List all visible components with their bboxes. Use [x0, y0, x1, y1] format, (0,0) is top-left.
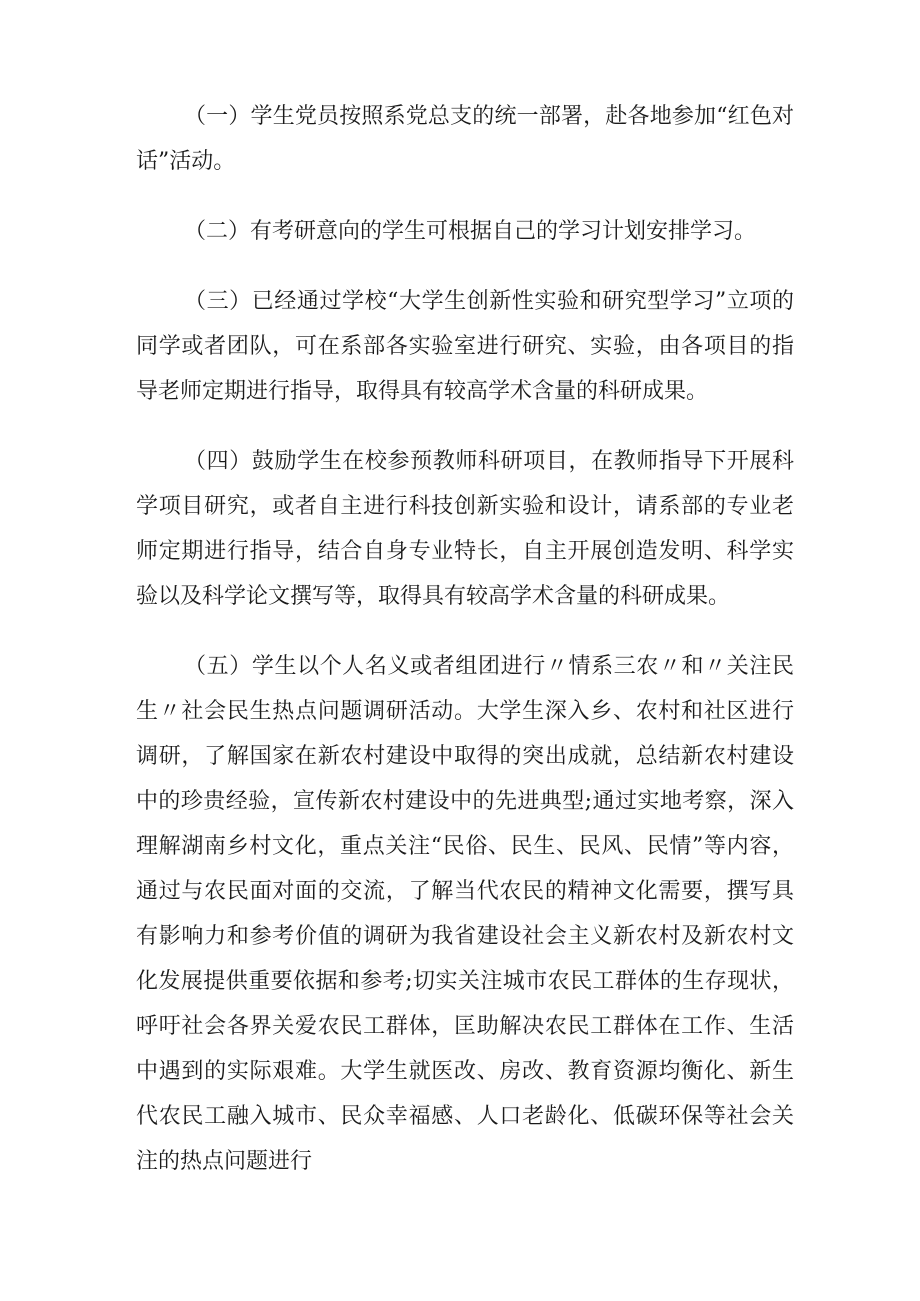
- document-body: [136, 94, 794, 1184]
- paragraph-2: （二）有考研意向的学生可根据自己的学习计划安排学习。: [184, 219, 757, 244]
- paragraph-4: （四）鼓励学生在校参预教师科研项目，在教师指导下开展科学项目研究，或者自主进行科技创新实验和设计，请系部的专业老师定期进行指导，结合自身专业特长，自主开展创造发明、科学实验以及科学论文撰写等，取得具有较高学术含量的科研成果。: [136, 449, 794, 609]
- paragraph-1: （一）学生党员按照系党总支的统一部署，赴各地参加“红色对话”活动。: [136, 104, 794, 174]
- paragraph-5: （五）学生以个人名义或者组团进行〃情系三农〃和〃关注民生〃社会民生热点问题调研活动。大学生深入乡、农村和社区进行调研，了解国家在新农村建设中取得的突出成就，总结新农村建设中的珍贵经验，宣传新农村建设中的先进典型;通过实地考察，深入理解湖南乡村文化，重点关注“民俗、民生、民风、民情”等内容，通过与农民面对面的交流，了解当代农民的精神文化需要，撰写具有影响力和参考价值的调研为我省建设社会主义新农村及新农村文化发展提供重要依据和参考;切实关注城市农民工群体的生存现状，呼吁社会各界关爱农民工群体，匡助解决农民工群体在工作、生活中遇到的实际艰难。大学生就医改、房改、教育资源均衡化、新生代农民工融入城市、民众幸福感、人口老龄化、低碳环保等社会关注的热点问题进行: [136, 654, 794, 1174]
- paragraph-3: （三）已经通过学校“大学生创新性实验和研究型学习”立项的同学或者团队，可在系部各实验室进行研究、实验，由各项目的指导老师定期进行指导，取得具有较高学术含量的科研成果。: [136, 289, 794, 404]
